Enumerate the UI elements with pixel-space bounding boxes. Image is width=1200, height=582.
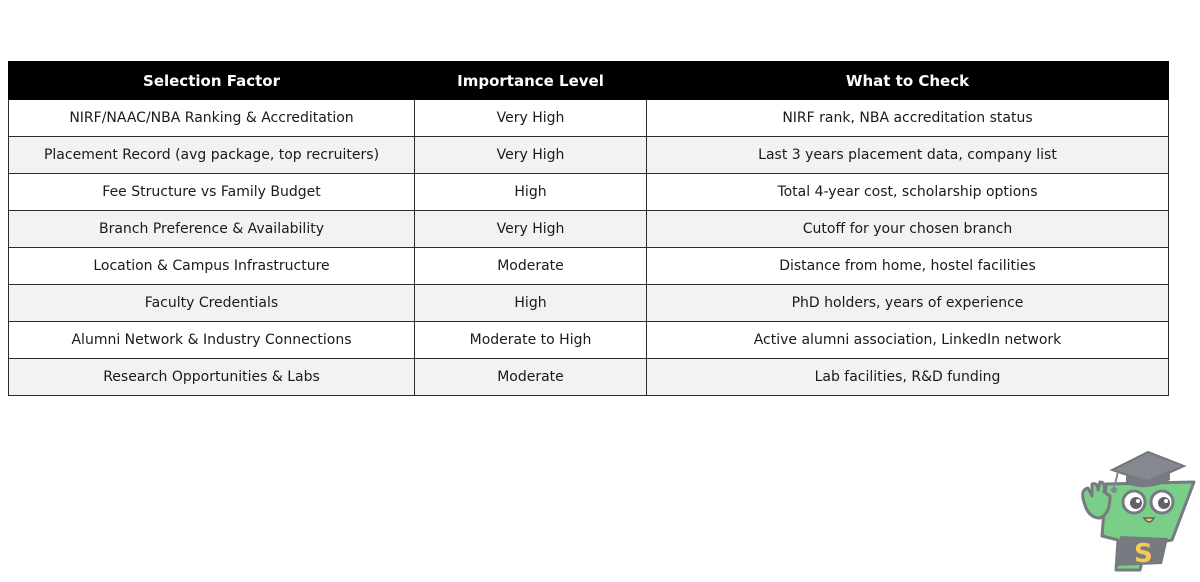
table-row bbox=[9, 322, 1169, 359]
cell-importance: Very High bbox=[415, 137, 647, 174]
table-row bbox=[9, 137, 1169, 174]
table-header-row bbox=[9, 62, 1169, 100]
cell-check: Active alumni association, LinkedIn network bbox=[647, 322, 1169, 359]
cell-factor: Placement Record (avg package, top recruiters) bbox=[9, 137, 415, 174]
cell-importance: Moderate bbox=[415, 248, 647, 285]
cell-importance: Very High bbox=[415, 211, 647, 248]
table-row bbox=[9, 359, 1169, 396]
cell-check: NIRF rank, NBA accreditation status bbox=[647, 100, 1169, 137]
cell-factor: Research Opportunities & Labs bbox=[9, 359, 415, 396]
cell-check: Lab facilities, R&D funding bbox=[647, 359, 1169, 396]
header-what-to-check: What to Check bbox=[647, 62, 1169, 100]
selection-factors-table-container bbox=[8, 61, 1168, 396]
cell-importance: Moderate to High bbox=[415, 322, 647, 359]
graduate-mascot-icon bbox=[1076, 444, 1200, 576]
table-row bbox=[9, 248, 1169, 285]
cell-check: Total 4-year cost, scholarship options bbox=[647, 174, 1169, 211]
cell-check: Cutoff for your chosen branch bbox=[647, 211, 1169, 248]
cell-factor: NIRF/NAAC/NBA Ranking & Accreditation bbox=[9, 100, 415, 137]
table-row bbox=[9, 285, 1169, 322]
cell-importance: Moderate bbox=[415, 359, 647, 396]
svg-text:S: S bbox=[1134, 539, 1153, 569]
table-row bbox=[9, 100, 1169, 137]
header-importance-level: Importance Level bbox=[415, 62, 647, 100]
cell-check: Distance from home, hostel facilities bbox=[647, 248, 1169, 285]
cell-importance: High bbox=[415, 174, 647, 211]
cell-check: Last 3 years placement data, company list bbox=[647, 137, 1169, 174]
table-row bbox=[9, 174, 1169, 211]
selection-factors-table bbox=[8, 61, 1169, 396]
cell-factor: Faculty Credentials bbox=[9, 285, 415, 322]
cell-factor: Alumni Network & Industry Connections bbox=[9, 322, 415, 359]
cell-factor: Location & Campus Infrastructure bbox=[9, 248, 415, 285]
cell-factor: Branch Preference & Availability bbox=[9, 211, 415, 248]
table-row bbox=[9, 211, 1169, 248]
header-selection-factor: Selection Factor bbox=[9, 62, 415, 100]
cell-importance: Very High bbox=[415, 100, 647, 137]
cell-importance: High bbox=[415, 285, 647, 322]
cell-factor: Fee Structure vs Family Budget bbox=[9, 174, 415, 211]
cell-check: PhD holders, years of experience bbox=[647, 285, 1169, 322]
